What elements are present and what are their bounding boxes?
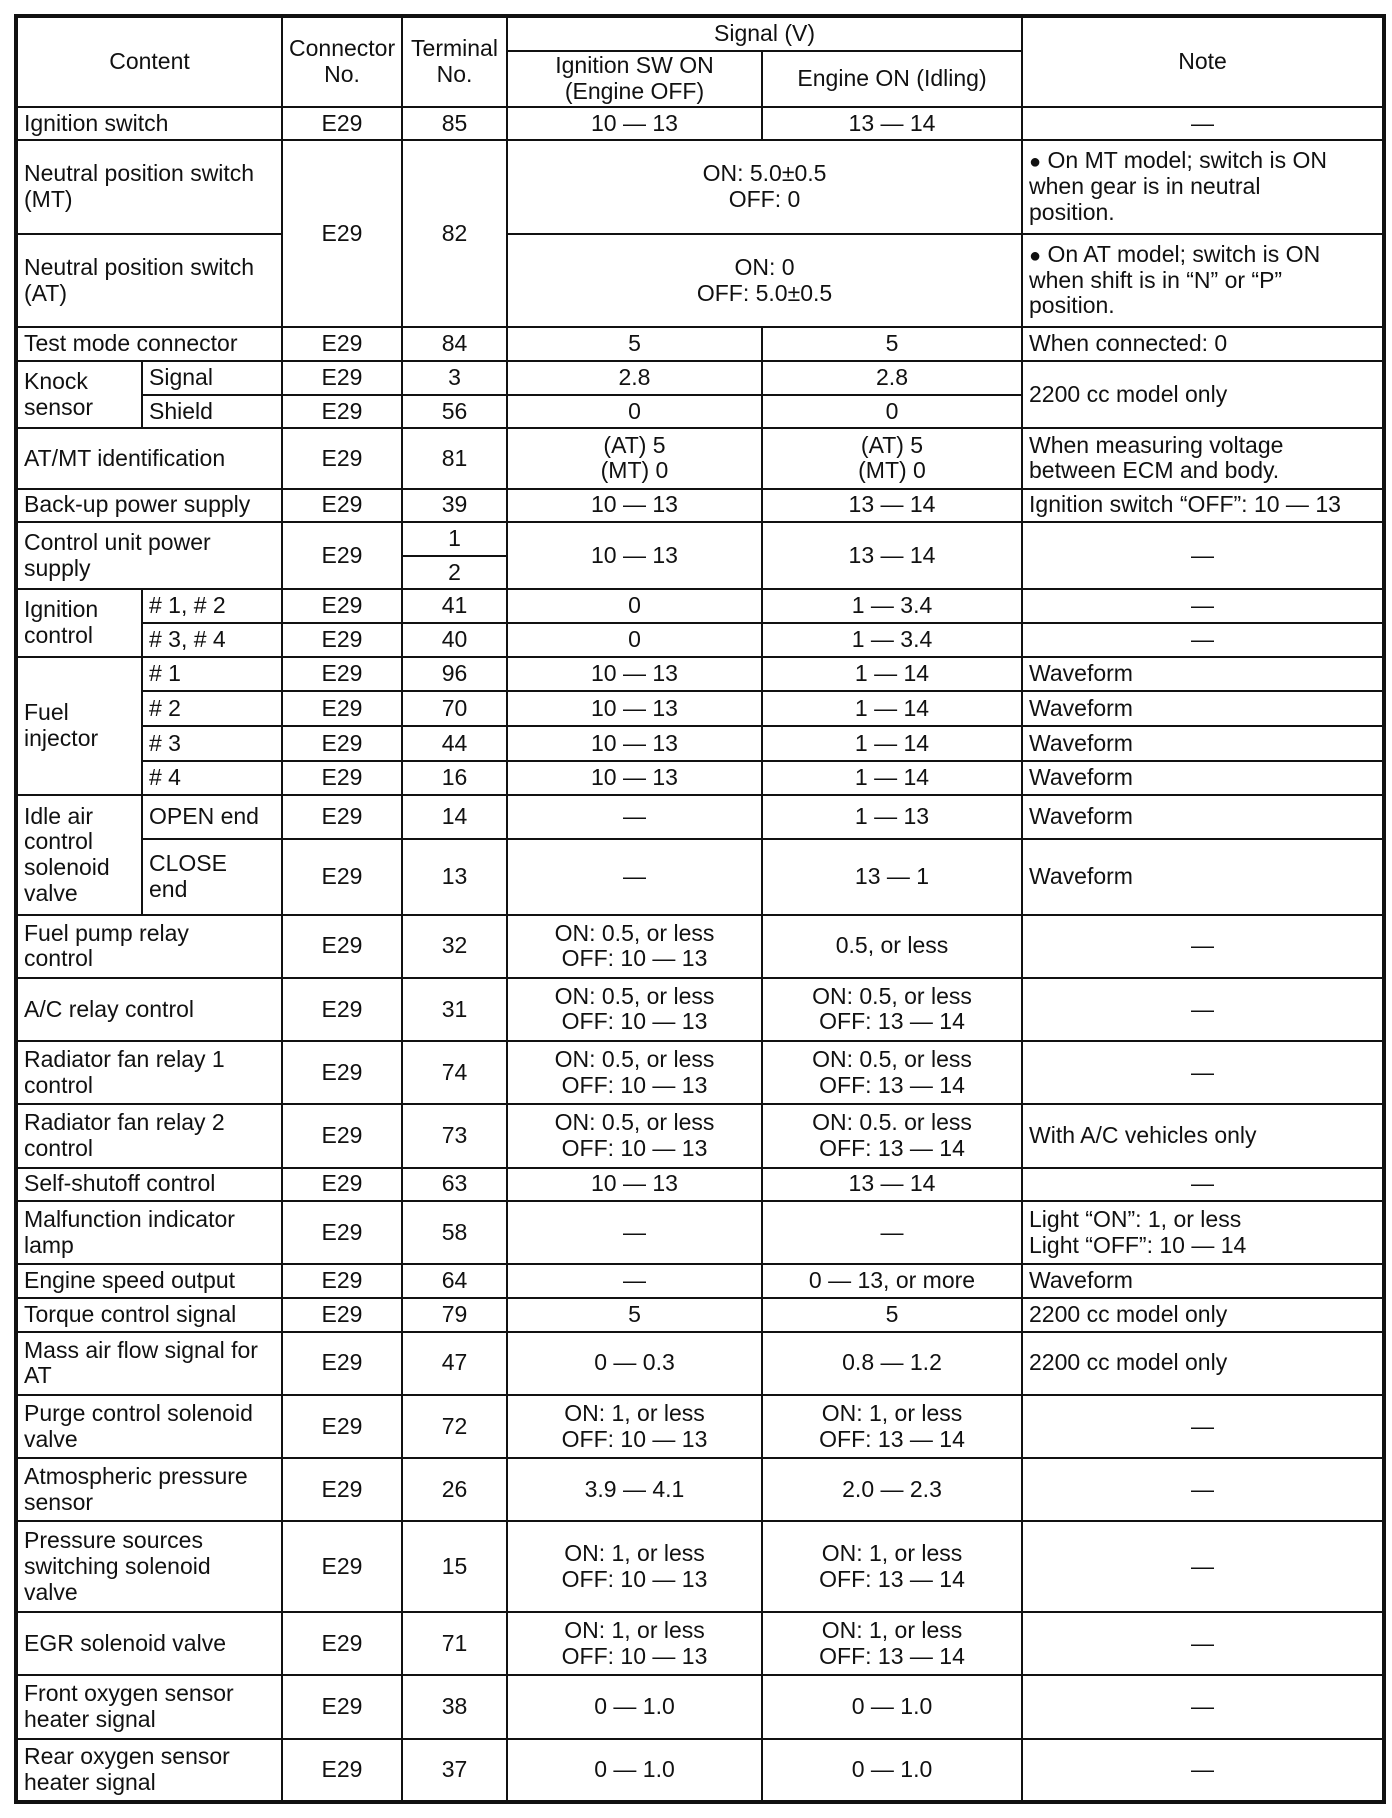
terminal-cell: 56 xyxy=(402,395,507,429)
engine-on-cell: 0 — 1.0 xyxy=(762,1739,1022,1802)
table-row xyxy=(16,761,1384,796)
engine-on-cell: 0 — 1.0 xyxy=(762,1675,1022,1738)
terminal-cell: 73 xyxy=(402,1104,507,1167)
note-cell: — xyxy=(1022,1612,1384,1675)
note-cell: 2200 cc model only xyxy=(1022,361,1384,428)
header-note: Note xyxy=(1022,16,1384,107)
engine-on-cell: — xyxy=(762,1201,1022,1264)
engine-on-cell: (AT) 5 (MT) 0 xyxy=(762,428,1022,488)
table-row xyxy=(16,1675,1384,1738)
note-cell: — xyxy=(1022,1521,1384,1612)
connector-cell: E29 xyxy=(282,1041,402,1104)
ign-on-cell: ON: 0.5, or less OFF: 10 — 13 xyxy=(507,978,762,1041)
engine-on-cell: 13 — 1 xyxy=(762,839,1022,914)
table-row xyxy=(16,726,1384,761)
connector-cell: E29 xyxy=(282,1332,402,1395)
content-cell: Mass air flow signal for AT xyxy=(16,1332,282,1395)
terminal-cell: 13 xyxy=(402,839,507,914)
content-cell: Radiator fan relay 1 control xyxy=(16,1041,282,1104)
table-row xyxy=(16,107,1384,140)
terminal-cell: 2 xyxy=(402,556,507,590)
ign-on-cell: — xyxy=(507,795,762,839)
content-cell: Front oxygen sensor heater signal xyxy=(16,1675,282,1738)
header-terminal-no: Terminal No. xyxy=(402,16,507,107)
connector-cell: E29 xyxy=(282,691,402,726)
note-cell: Waveform xyxy=(1022,691,1384,726)
connector-cell: E29 xyxy=(282,1104,402,1167)
terminal-cell: 71 xyxy=(402,1612,507,1675)
header-row-1 xyxy=(16,16,1384,51)
engine-on-cell: 1 — 3.4 xyxy=(762,623,1022,657)
note-cell: When connected: 0 xyxy=(1022,327,1384,361)
note-text: On AT model; switch is ON when shift is in “N” or “P” position. xyxy=(1029,240,1321,319)
engine-on-cell: 0 — 13, or more xyxy=(762,1264,1022,1298)
header-ignition-sw-on: Ignition SW ON (Engine OFF) xyxy=(507,51,762,108)
content-cell: Neutral position switch (AT) xyxy=(16,234,282,328)
engine-on-cell: 1 — 14 xyxy=(762,691,1022,726)
connector-cell: E29 xyxy=(282,1264,402,1298)
table-row xyxy=(16,657,1384,692)
note-cell: — xyxy=(1022,978,1384,1041)
content-cell: AT/MT identification xyxy=(16,428,282,488)
bullet-icon: ● xyxy=(1029,244,1042,267)
ign-on-cell: — xyxy=(507,1264,762,1298)
signal-spec-sheet xyxy=(14,14,1382,1804)
table-row xyxy=(16,140,1384,234)
ign-on-cell: (AT) 5 (MT) 0 xyxy=(507,428,762,488)
note-cell: — xyxy=(1022,1041,1384,1104)
note-cell: — xyxy=(1022,589,1384,623)
content-cell: Malfunction indicator lamp xyxy=(16,1201,282,1264)
engine-on-cell: 2.0 — 2.3 xyxy=(762,1458,1022,1521)
terminal-cell: 31 xyxy=(402,978,507,1041)
ign-on-cell: ON: 0.5, or less OFF: 10 — 13 xyxy=(507,1041,762,1104)
ign-on-cell: 10 — 13 xyxy=(507,522,762,589)
engine-on-cell: 5 xyxy=(762,1298,1022,1332)
content-cell: Test mode connector xyxy=(16,327,282,361)
note-cell: — xyxy=(1022,1168,1384,1202)
note-cell: — xyxy=(1022,1458,1384,1521)
terminal-cell: 72 xyxy=(402,1395,507,1458)
ign-on-cell: — xyxy=(507,839,762,914)
terminal-cell: 82 xyxy=(402,140,507,328)
ign-on-cell: 10 — 13 xyxy=(507,761,762,796)
engine-on-cell: 1 — 14 xyxy=(762,657,1022,692)
note-cell: With A/C vehicles only xyxy=(1022,1104,1384,1167)
note-cell: Light “ON”: 1, or less Light “OFF”: 10 — 14 xyxy=(1022,1201,1384,1264)
connector-cell: E29 xyxy=(282,395,402,429)
note-cell: When measuring voltage between ECM and body. xyxy=(1022,428,1384,488)
sub-label-cell: # 2 xyxy=(142,691,282,726)
ign-on-cell: 0 — 1.0 xyxy=(507,1675,762,1738)
terminal-cell: 40 xyxy=(402,623,507,657)
terminal-cell: 81 xyxy=(402,428,507,488)
note-cell: — xyxy=(1022,107,1384,140)
table-row xyxy=(16,1168,1384,1202)
signal-cell: ON: 0 OFF: 5.0±0.5 xyxy=(507,234,1022,328)
engine-on-cell: ON: 1, or less OFF: 13 — 14 xyxy=(762,1395,1022,1458)
table-row xyxy=(16,522,1384,556)
sub-label-cell: Shield xyxy=(142,395,282,429)
header-content: Content xyxy=(16,16,282,107)
engine-on-cell: 0 xyxy=(762,395,1022,429)
table-row xyxy=(16,1201,1384,1264)
connector-cell: E29 xyxy=(282,140,402,328)
connector-cell: E29 xyxy=(282,1298,402,1332)
sub-label-cell: # 3, # 4 xyxy=(142,623,282,657)
ign-on-cell: 3.9 — 4.1 xyxy=(507,1458,762,1521)
content-cell: Self-shutoff control xyxy=(16,1168,282,1202)
note-cell: Ignition switch “OFF”: 10 — 13 xyxy=(1022,489,1384,523)
bullet-icon: ● xyxy=(1029,151,1042,174)
engine-on-cell: 0.8 — 1.2 xyxy=(762,1332,1022,1395)
table-row xyxy=(16,623,1384,657)
sub-label-cell: OPEN end xyxy=(142,795,282,839)
sub-label-cell: # 4 xyxy=(142,761,282,796)
ign-on-cell: 2.8 xyxy=(507,361,762,395)
ign-on-cell: 10 — 13 xyxy=(507,657,762,692)
connector-cell: E29 xyxy=(282,978,402,1041)
terminal-cell: 64 xyxy=(402,1264,507,1298)
engine-on-cell: ON: 0.5, or less OFF: 13 — 14 xyxy=(762,1041,1022,1104)
ign-on-cell: 0 — 1.0 xyxy=(507,1739,762,1802)
terminal-cell: 44 xyxy=(402,726,507,761)
terminal-cell: 63 xyxy=(402,1168,507,1202)
note-cell xyxy=(1022,234,1384,328)
engine-on-cell: 1 — 3.4 xyxy=(762,589,1022,623)
table-row xyxy=(16,428,1384,488)
note-cell: — xyxy=(1022,915,1384,978)
connector-cell: E29 xyxy=(282,522,402,589)
group-label-cell: Ignition control xyxy=(16,589,142,656)
ign-on-cell: 0 xyxy=(507,589,762,623)
connector-cell: E29 xyxy=(282,428,402,488)
table-row xyxy=(16,691,1384,726)
ign-on-cell: 10 — 13 xyxy=(507,107,762,140)
connector-cell: E29 xyxy=(282,1675,402,1738)
connector-cell: E29 xyxy=(282,589,402,623)
ecm-terminal-signal-table xyxy=(14,14,1386,1804)
header-connector-no: Connector No. xyxy=(282,16,402,107)
table-row xyxy=(16,795,1384,839)
sub-label-cell: # 3 xyxy=(142,726,282,761)
connector-cell: E29 xyxy=(282,361,402,395)
ign-on-cell: ON: 0.5, or less OFF: 10 — 13 xyxy=(507,1104,762,1167)
terminal-cell: 74 xyxy=(402,1041,507,1104)
terminal-cell: 3 xyxy=(402,361,507,395)
note-cell: Waveform xyxy=(1022,761,1384,796)
terminal-cell: 14 xyxy=(402,795,507,839)
connector-cell: E29 xyxy=(282,795,402,839)
note-cell: Waveform xyxy=(1022,795,1384,839)
table-row xyxy=(16,1104,1384,1167)
terminal-cell: 85 xyxy=(402,107,507,140)
table-row xyxy=(16,1332,1384,1395)
note-cell: — xyxy=(1022,623,1384,657)
content-cell: Control unit power supply xyxy=(16,522,282,589)
content-cell: Torque control signal xyxy=(16,1298,282,1332)
table-row xyxy=(16,1521,1384,1612)
engine-on-cell: 1 — 14 xyxy=(762,761,1022,796)
engine-on-cell: ON: 1, or less OFF: 13 — 14 xyxy=(762,1521,1022,1612)
header-signal-v: Signal (V) xyxy=(507,16,1022,51)
group-label-cell: Knock sensor xyxy=(16,361,142,428)
connector-cell: E29 xyxy=(282,1201,402,1264)
content-cell: Fuel pump relay control xyxy=(16,915,282,978)
table-row xyxy=(16,1298,1384,1332)
note-text: On MT model; switch is ON when gear is in neutral position. xyxy=(1029,147,1327,225)
terminal-cell: 96 xyxy=(402,657,507,692)
note-cell: — xyxy=(1022,522,1384,589)
ign-on-cell: 0 xyxy=(507,395,762,429)
sub-label-cell: # 1 xyxy=(142,657,282,692)
signal-cell: ON: 5.0±0.5 OFF: 0 xyxy=(507,140,1022,234)
table-row xyxy=(16,589,1384,623)
note-cell: — xyxy=(1022,1395,1384,1458)
sub-label-cell: CLOSE end xyxy=(142,839,282,914)
connector-cell: E29 xyxy=(282,1612,402,1675)
content-cell: A/C relay control xyxy=(16,978,282,1041)
table-row xyxy=(16,234,1384,328)
engine-on-cell: ON: 1, or less OFF: 13 — 14 xyxy=(762,1612,1022,1675)
engine-on-cell: 1 — 14 xyxy=(762,726,1022,761)
table-row xyxy=(16,361,1384,395)
engine-on-cell: 5 xyxy=(762,327,1022,361)
connector-cell: E29 xyxy=(282,1739,402,1802)
terminal-cell: 58 xyxy=(402,1201,507,1264)
ign-on-cell: 10 — 13 xyxy=(507,726,762,761)
terminal-cell: 47 xyxy=(402,1332,507,1395)
note-cell: — xyxy=(1022,1675,1384,1738)
content-cell: Engine speed output xyxy=(16,1264,282,1298)
ign-on-cell: ON: 1, or less OFF: 10 — 13 xyxy=(507,1395,762,1458)
content-cell: Neutral position switch (MT) xyxy=(16,140,282,234)
table-row xyxy=(16,1395,1384,1458)
engine-on-cell: 13 — 14 xyxy=(762,489,1022,523)
connector-cell: E29 xyxy=(282,1521,402,1612)
note-cell: 2200 cc model only xyxy=(1022,1332,1384,1395)
ign-on-cell: 0 xyxy=(507,623,762,657)
table-row xyxy=(16,839,1384,914)
connector-cell: E29 xyxy=(282,107,402,140)
note-cell: Waveform xyxy=(1022,726,1384,761)
content-cell: EGR solenoid valve xyxy=(16,1612,282,1675)
ign-on-cell: ON: 0.5, or less OFF: 10 — 13 xyxy=(507,915,762,978)
terminal-cell: 79 xyxy=(402,1298,507,1332)
connector-cell: E29 xyxy=(282,1395,402,1458)
connector-cell: E29 xyxy=(282,839,402,914)
ign-on-cell: ON: 1, or less OFF: 10 — 13 xyxy=(507,1521,762,1612)
header-engine-on-idling: Engine ON (Idling) xyxy=(762,51,1022,108)
terminal-cell: 41 xyxy=(402,589,507,623)
ign-on-cell: ON: 1, or less OFF: 10 — 13 xyxy=(507,1612,762,1675)
terminal-cell: 38 xyxy=(402,1675,507,1738)
connector-cell: E29 xyxy=(282,327,402,361)
engine-on-cell: ON: 0.5, or less OFF: 13 — 14 xyxy=(762,978,1022,1041)
table-row xyxy=(16,1264,1384,1298)
engine-on-cell: 13 — 14 xyxy=(762,107,1022,140)
note-cell: Waveform xyxy=(1022,839,1384,914)
terminal-cell: 15 xyxy=(402,1521,507,1612)
connector-cell: E29 xyxy=(282,915,402,978)
engine-on-cell: 2.8 xyxy=(762,361,1022,395)
content-cell: Back-up power supply xyxy=(16,489,282,523)
ign-on-cell: 10 — 13 xyxy=(507,691,762,726)
content-cell: Atmospheric pressure sensor xyxy=(16,1458,282,1521)
content-cell: Pressure sources switching solenoid valve xyxy=(16,1521,282,1612)
connector-cell: E29 xyxy=(282,1458,402,1521)
terminal-cell: 16 xyxy=(402,761,507,796)
note-cell xyxy=(1022,140,1384,234)
terminal-cell: 1 xyxy=(402,522,507,556)
connector-cell: E29 xyxy=(282,489,402,523)
terminal-cell: 39 xyxy=(402,489,507,523)
terminal-cell: 32 xyxy=(402,915,507,978)
terminal-cell: 26 xyxy=(402,1458,507,1521)
ign-on-cell: 10 — 13 xyxy=(507,1168,762,1202)
engine-on-cell: 0.5, or less xyxy=(762,915,1022,978)
table-row xyxy=(16,915,1384,978)
content-cell: Radiator fan relay 2 control xyxy=(16,1104,282,1167)
table-row xyxy=(16,1612,1384,1675)
sub-label-cell: Signal xyxy=(142,361,282,395)
connector-cell: E29 xyxy=(282,623,402,657)
engine-on-cell: ON: 0.5. or less OFF: 13 — 14 xyxy=(762,1104,1022,1167)
ign-on-cell: — xyxy=(507,1201,762,1264)
ign-on-cell: 5 xyxy=(507,327,762,361)
note-cell: 2200 cc model only xyxy=(1022,1298,1384,1332)
table-row xyxy=(16,1041,1384,1104)
table-row xyxy=(16,978,1384,1041)
table-row xyxy=(16,489,1384,523)
content-cell: Ignition switch xyxy=(16,107,282,140)
content-cell: Rear oxygen sensor heater signal xyxy=(16,1739,282,1802)
ign-on-cell: 5 xyxy=(507,1298,762,1332)
connector-cell: E29 xyxy=(282,657,402,692)
table-row xyxy=(16,1458,1384,1521)
engine-on-cell: 13 — 14 xyxy=(762,1168,1022,1202)
note-cell: — xyxy=(1022,1739,1384,1802)
ign-on-cell: 10 — 13 xyxy=(507,489,762,523)
engine-on-cell: 13 — 14 xyxy=(762,522,1022,589)
ign-on-cell: 0 — 0.3 xyxy=(507,1332,762,1395)
connector-cell: E29 xyxy=(282,1168,402,1202)
content-cell: Purge control solenoid valve xyxy=(16,1395,282,1458)
group-label-cell: Idle air control solenoid valve xyxy=(16,795,142,914)
connector-cell: E29 xyxy=(282,761,402,796)
group-label-cell: Fuel injector xyxy=(16,657,142,796)
connector-cell: E29 xyxy=(282,726,402,761)
terminal-cell: 37 xyxy=(402,1739,507,1802)
sub-label-cell: # 1, # 2 xyxy=(142,589,282,623)
table-row xyxy=(16,327,1384,361)
terminal-cell: 70 xyxy=(402,691,507,726)
table-row xyxy=(16,1739,1384,1802)
note-cell: Waveform xyxy=(1022,1264,1384,1298)
engine-on-cell: 1 — 13 xyxy=(762,795,1022,839)
note-cell: Waveform xyxy=(1022,657,1384,692)
terminal-cell: 84 xyxy=(402,327,507,361)
